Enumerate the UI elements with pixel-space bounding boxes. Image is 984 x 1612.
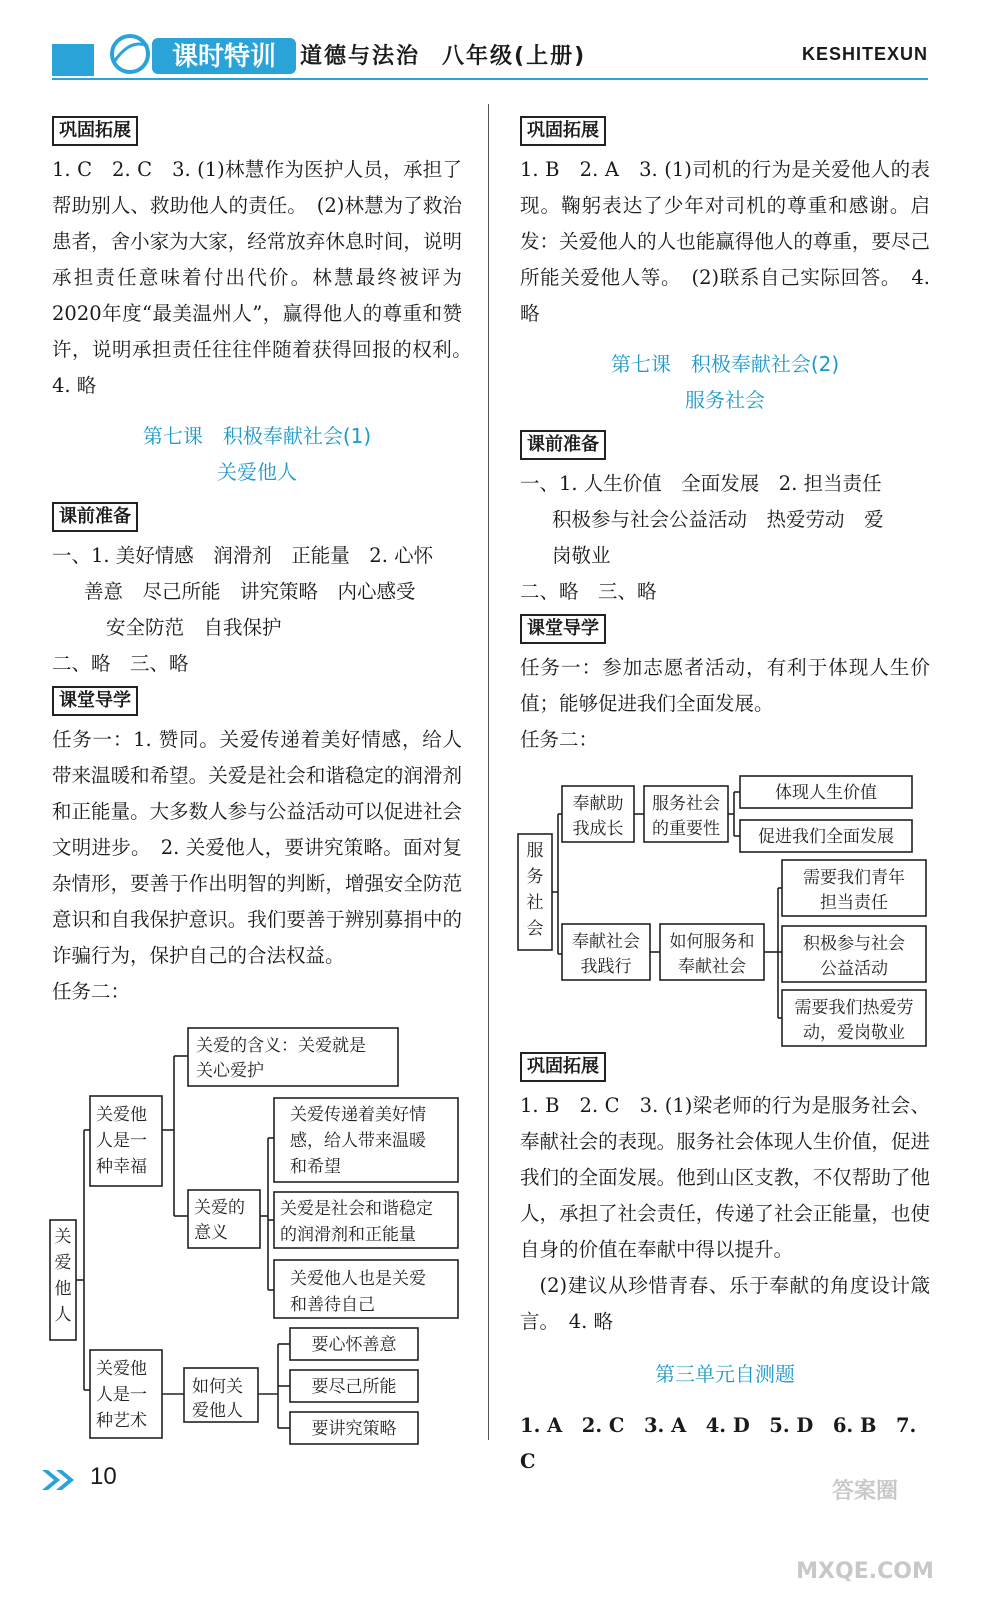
header-logo bbox=[100, 28, 300, 80]
gonggu-answers-2: 1. B 2. C 3. (1)梁老师的行为是服务社会、奉献社会的表现。服务社会体现人生价值，促进我们的全面发展。他到山区支教，不仅帮助了他人，承担了社会责任，传递了社会正能量，也使自身的价值在奉献中得以提升。 bbox=[520, 1094, 930, 1261]
meaning-def-line: 关心爱护 bbox=[196, 1061, 264, 1081]
how-line: 爱他人 bbox=[192, 1401, 243, 1421]
prep-line: 一、1. 美好情感 润滑剂 正能量 2. 心怀 bbox=[52, 544, 434, 567]
sig2-line: 的润滑剂和正能量 bbox=[280, 1225, 416, 1245]
header-subject: 道德与法治 bbox=[300, 43, 421, 69]
header-color-block bbox=[52, 44, 94, 76]
root-char: 爱 bbox=[54, 1253, 72, 1273]
meaning-def-line: 关爱的含义：关爱就是 bbox=[196, 1036, 366, 1056]
prep-line: 善意 尽己所能 讲究策略 内心感受 bbox=[84, 580, 416, 603]
section-tag-gonggu: 巩固拓展 bbox=[520, 116, 606, 146]
how3-line: 需要我们热爱劳 bbox=[794, 998, 914, 1018]
gonggu-answers: 1. C 2. C 3. (1)林慧作为医护人员，承担了帮助别人、救助他人的责任。 (2)林慧为了救治患者，舍小家为大家，经常放弃休息时间，说明承担责任意味着付出代价。林慧最终被评为2020年度“最美温州人”，赢得他人的尊重和赞许，说明承担责任往往伴随着获得回报的权利。 4. 略 bbox=[52, 158, 482, 397]
column-divider bbox=[488, 104, 489, 1440]
task-one: 任务一：1. 赞同。关爱传递着美好情感，给人带来温暖和希望。关爱是社会和谐稳定的润滑剂和正能量。大多数人参与公益活动可以促进社会文明进步。 2. 关爱他人，要讲究策略。面对复杂情形，要善于作出明智的判断，增强安全防范意识和自我保护意识。我们要善于辨别募捐中的诈骗行为，保护自己的合法权益。 bbox=[52, 728, 462, 967]
sig3-line: 关爱他人也是关爱 bbox=[290, 1269, 426, 1289]
grow-line: 奉献助 bbox=[572, 794, 624, 814]
root-char: 关 bbox=[54, 1227, 72, 1247]
prep-line: 二、略 三、略 bbox=[52, 652, 189, 675]
lesson-subtitle: 服务社会 bbox=[685, 388, 765, 412]
root-char: 社 bbox=[526, 893, 544, 913]
section-tag-gonggu: 巩固拓展 bbox=[52, 116, 138, 146]
sig1-line: 和希望 bbox=[290, 1157, 341, 1177]
header-divider bbox=[52, 78, 928, 80]
logo-text: 课时特训 bbox=[171, 42, 277, 72]
gonggu-answers-2b: (2)建议从珍惜青春、乐于奉献的角度设计箴言。 4. 略 bbox=[520, 1274, 930, 1333]
logo-swirl-icon bbox=[112, 36, 148, 72]
how3-text: 要讲究策略 bbox=[311, 1419, 397, 1439]
section-tag-prep: 课前准备 bbox=[52, 502, 138, 532]
root-char: 会 bbox=[526, 919, 544, 939]
section-tag-class: 课堂导学 bbox=[520, 614, 606, 644]
art-line: 关爱他 bbox=[96, 1359, 147, 1379]
header-grade: 八年级(上册) bbox=[442, 43, 587, 69]
prep-line: 岗敬业 bbox=[552, 544, 611, 567]
imp2-text: 促进我们全面发展 bbox=[758, 827, 894, 847]
prep-line: 积极参与社会公益活动 热爱劳动 爱 bbox=[552, 508, 884, 531]
root-char: 服 bbox=[526, 841, 544, 861]
how1-line: 担当责任 bbox=[820, 893, 888, 913]
root-char: 人 bbox=[54, 1305, 72, 1325]
art-line: 人是一 bbox=[96, 1385, 147, 1405]
how2-text: 要尽己所能 bbox=[311, 1377, 397, 1397]
importance-line: 的重要性 bbox=[652, 819, 720, 839]
how-line: 如何关 bbox=[192, 1377, 243, 1397]
serve-society-diagram bbox=[514, 768, 934, 1052]
double-chevron-icon bbox=[40, 1468, 80, 1492]
section-tag-prep: 课前准备 bbox=[520, 430, 606, 460]
importance-line: 服务社会 bbox=[652, 794, 720, 814]
sig2-line: 关爱是社会和谐稳定 bbox=[280, 1199, 433, 1219]
art-line: 种艺术 bbox=[96, 1411, 147, 1431]
left-column bbox=[52, 112, 482, 1010]
root-char: 务 bbox=[526, 867, 544, 887]
lesson-title: 第七课 积极奉献社会(1) bbox=[142, 424, 372, 448]
how2-line: 公益活动 bbox=[820, 959, 888, 979]
unit-test-title: 第三单元自测题 bbox=[655, 1362, 795, 1386]
header-brand: KESHITEXUN bbox=[801, 44, 928, 64]
how3-line: 动，爱岗敬业 bbox=[803, 1023, 905, 1043]
prep-line: 一、1. 人生价值 全面发展 2. 担当责任 bbox=[520, 472, 882, 495]
unit-test-answers: 1. A 2. C 3. A 4. D 5. D 6. B 7. C bbox=[520, 1414, 917, 1473]
happy-line: 关爱他 bbox=[96, 1105, 147, 1125]
howto-line: 奉献社会 bbox=[678, 957, 746, 977]
page-number: 10 bbox=[90, 1463, 117, 1490]
significance-line: 意义 bbox=[194, 1223, 228, 1243]
section-tag-gonggu: 巩固拓展 bbox=[520, 1052, 606, 1082]
task-two: 任务二： bbox=[520, 728, 599, 751]
task-two: 任务二： bbox=[52, 980, 131, 1003]
lesson-title: 第七课 积极奉献社会(2) bbox=[610, 352, 840, 376]
prep-line: 二、略 三、略 bbox=[520, 580, 657, 603]
how1-text: 要心怀善意 bbox=[311, 1335, 397, 1355]
imp1-text: 体现人生价值 bbox=[775, 783, 877, 803]
grow-line: 我成长 bbox=[572, 819, 624, 839]
significance-line: 关爱的 bbox=[194, 1198, 245, 1218]
happy-line: 人是一 bbox=[96, 1131, 147, 1151]
how1-line: 需要我们青年 bbox=[803, 868, 905, 888]
happy-line: 种幸福 bbox=[96, 1157, 147, 1177]
care-others-diagram bbox=[44, 1020, 464, 1448]
practice-line: 我践行 bbox=[580, 957, 632, 977]
sig1-line: 感，给人带来温暖 bbox=[290, 1131, 426, 1151]
task-one: 任务一：参加志愿者活动，有利于体现人生价值；能够促进我们全面发展。 bbox=[520, 656, 930, 715]
header-title bbox=[300, 34, 586, 74]
sig1-line: 关爱传递着美好情 bbox=[290, 1105, 426, 1125]
howto-line: 如何服务和 bbox=[669, 932, 755, 952]
gonggu-answers: 1. B 2. A 3. (1)司机的行为是关爱他人的表现。鞠躬表达了少年对司机的尊重和感谢。启发：关爱他人的人也能赢得他人的尊重，要尽己所能关爱他人等。 (2)联系自己实际回答。 4. 略 bbox=[520, 158, 930, 325]
how2-line: 积极参与社会 bbox=[803, 934, 905, 954]
lesson-subtitle: 关爱他人 bbox=[217, 460, 297, 484]
root-char: 他 bbox=[54, 1279, 72, 1299]
section-tag-class: 课堂导学 bbox=[52, 686, 138, 716]
watermark: 答案圈 MXQE.COM bbox=[796, 1479, 934, 1584]
prep-line: 安全防范 自我保护 bbox=[106, 616, 282, 639]
practice-line: 奉献社会 bbox=[572, 932, 640, 952]
sig3-line: 和善待自己 bbox=[290, 1295, 375, 1315]
